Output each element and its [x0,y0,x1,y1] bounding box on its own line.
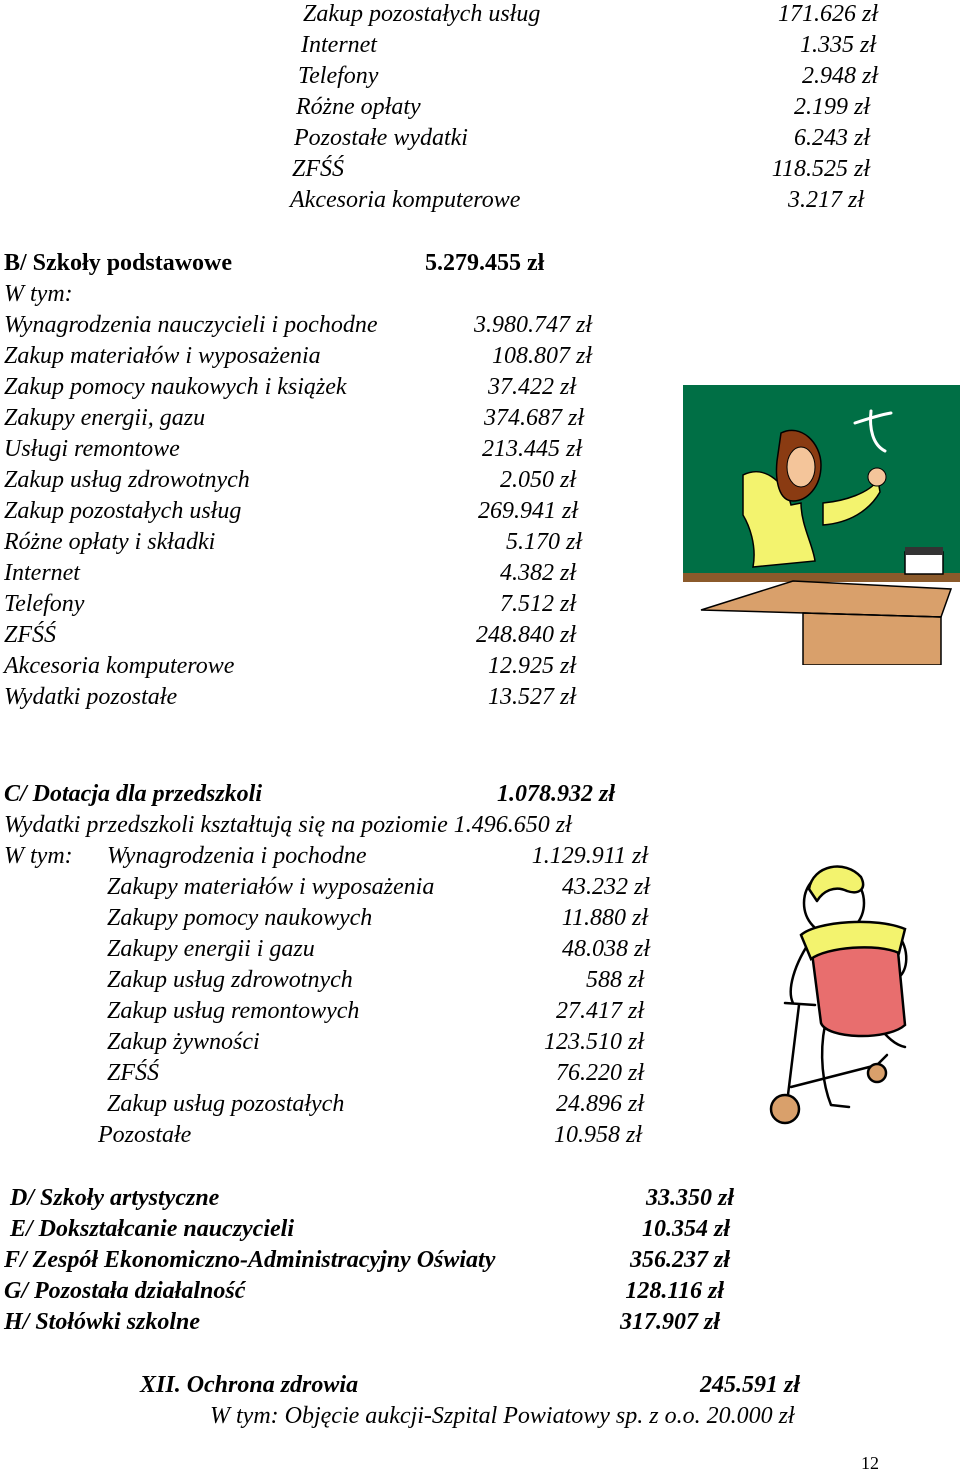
list-item-label: Zakupy energii, gazu [4,405,206,431]
list-item-value: 5.170 zł [505,529,582,555]
list-item-value: 12.925 zł [487,653,576,679]
desk [701,581,951,665]
section-value: 128.116 zł [625,1278,724,1304]
list-item-value: 374.687 zł [483,405,584,431]
list-item-label: Internet [4,560,80,586]
section-value: 10.354 zł [641,1216,730,1242]
top-item-label: Zakup pozostałych usług [303,1,541,27]
list-item-value: 1.129.911 zł [531,843,648,869]
list-item-label: Zakup usług zdrowotnych [107,967,353,993]
list-item-label: Usługi remontowe [4,436,180,462]
list-item-value: 588 zł [585,967,644,993]
top-item-label: Różne opłaty [296,94,421,120]
section-xii-title: XII. Ochrona zdrowia [140,1372,359,1398]
section-label: G/ Pozostała działalność [4,1278,246,1304]
list-item-value: 3.980.747 zł [473,312,592,338]
section-label: H/ Stołówki szkolne [4,1309,201,1335]
top-item-label: ZFŚŚ [292,156,345,182]
list-item-label: Różne opłaty i składki [4,529,216,555]
top-item-value: 2.199 zł [793,94,870,120]
list-item-label: Zakupy energii i gazu [107,936,315,962]
list-item-label: Zakup pomocy naukowych i książek [4,374,347,400]
list-item-value: 10.958 zł [553,1122,642,1148]
list-item-label: Zakupy materiałów i wyposażenia [107,874,435,900]
list-item-value: 4.382 zł [499,560,576,586]
section-label: E/ Dokształcanie nauczycieli [10,1216,294,1242]
top-item-label: Telefony [298,63,379,89]
top-item-label: Akcesoria komputerowe [290,187,521,213]
list-item-label: Pozostałe [98,1122,192,1148]
list-item-value: 13.527 zł [487,684,576,710]
top-item-value: 3.217 zł [787,187,864,213]
list-item-value: 269.941 zł [477,498,578,524]
section-xii-total: 245.591 zł [700,1372,801,1398]
list-item-label: ZFŚŚ [107,1060,160,1086]
teacher-chalkboard-illustration [683,385,960,665]
top-item-label: Internet [301,32,377,58]
list-item-value: 43.232 zł [561,874,650,900]
section-c-title: C/ Dotacja dla przedszkoli [4,781,263,807]
list-item-value: 76.220 zł [555,1060,644,1086]
list-item-value: 37.422 zł [487,374,576,400]
list-item-value: 24.896 zł [555,1091,644,1117]
section-value: 356.237 zł [629,1247,730,1273]
top-item-value: 1.335 zł [799,32,876,58]
section-b-total: 5.279.455 zł [425,250,545,276]
section-b-title: B/ Szkoły podstawowe [4,250,233,276]
list-item-value: 7.512 zł [499,591,576,617]
list-item-label: ZFŚŚ [4,622,57,648]
section-c-summary: Wydatki przedszkoli kształtują się na poziomie 1.496.650 zł [4,812,572,838]
list-item-value: 48.038 zł [561,936,650,962]
child-scooter-illustration [727,855,960,1160]
list-item-label: Wynagrodzenia nauczycieli i pochodne [4,312,378,338]
list-item-label: Zakup usług remontowych [107,998,360,1024]
list-item-label: Akcesoria komputerowe [4,653,235,679]
section-label: F/ Zespół Ekonomiczno-Administracyjny Oświaty [4,1247,496,1273]
page-number: 12 [861,1453,879,1473]
list-item-value: 213.445 zł [481,436,582,462]
list-item-label: Telefony [4,591,85,617]
list-item-label: Wynagrodzenia i pochodne [107,843,367,869]
list-item-label: Zakup usług zdrowotnych [4,467,250,493]
section-value: 317.907 zł [619,1309,720,1335]
list-item-value: 248.840 zł [475,622,576,648]
list-item-label: Zakupy pomocy naukowych [107,905,373,931]
list-item-label: Zakup pozostałych usług [4,498,242,524]
list-item-value: 27.417 zł [555,998,644,1024]
list-item-value: 2.050 zł [499,467,576,493]
top-item-value: 171.626 zł [777,1,878,27]
section-b-wtym: W tym: [4,281,73,307]
top-item-value: 118.525 zł [771,156,870,182]
top-item-label: Pozostałe wydatki [294,125,468,151]
list-item-label: Zakup usług pozostałych [107,1091,345,1117]
list-item-value: 11.880 zł [561,905,648,931]
section-value: 33.350 zł [645,1185,734,1211]
list-item-label: Zakup materiałów i wyposażenia [4,343,321,369]
list-item-value: 123.510 zł [543,1029,644,1055]
top-item-value: 6.243 zł [793,125,870,151]
list-item-label: Wydatki pozostałe [4,684,178,710]
list-item-value: 108.807 zł [491,343,592,369]
top-item-value: 2.948 zł [801,63,878,89]
section-c-total: 1.078.932 zł [497,781,616,807]
section-c-wtym: W tym: [4,843,73,869]
list-item-label: Zakup żywności [107,1029,260,1055]
section-label: D/ Szkoły artystyczne [10,1185,220,1211]
section-xii-line: W tym: Objęcie aukcji-Szpital Powiatowy sp. z o.o. 20.000 zł [210,1403,795,1429]
